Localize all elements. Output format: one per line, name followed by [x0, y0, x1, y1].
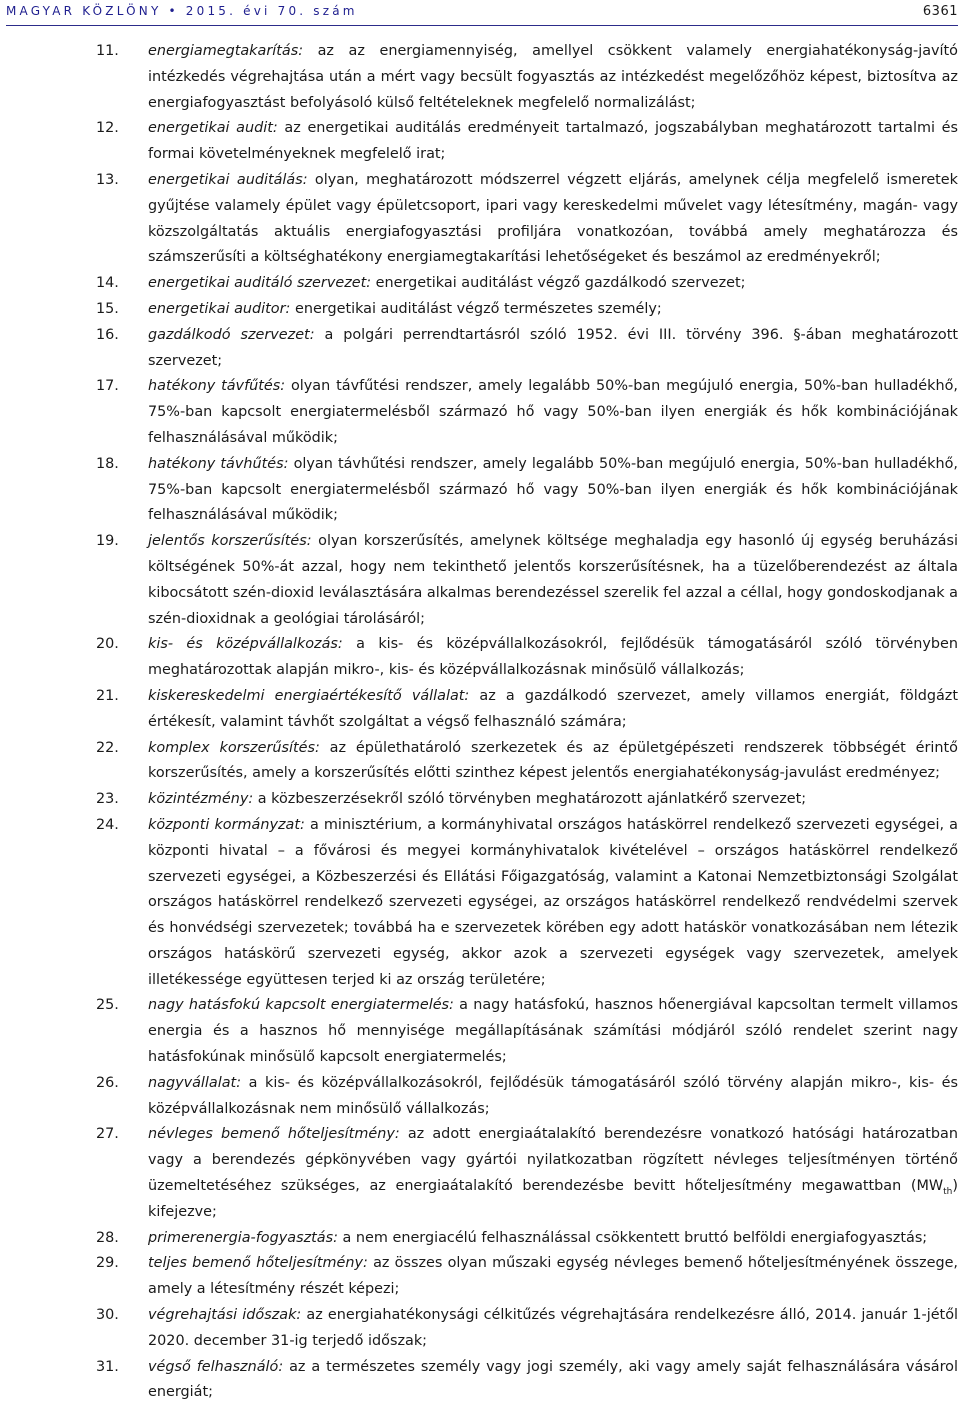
- definition-item: [96, 116, 958, 168]
- item-number: 15.: [96, 300, 119, 317]
- definition-item: [96, 1251, 958, 1303]
- item-text: [148, 813, 958, 994]
- definition-text: energetikai auditálást végző gazdálkodó szervezet;: [371, 275, 746, 292]
- item-number: 20.: [96, 636, 119, 653]
- definition-item: [96, 787, 958, 813]
- definition-text: a nem energiacélú felhasználással csökkentett bruttó belföldi energiafogyasztás;: [337, 1229, 928, 1246]
- item-number: 14.: [96, 275, 119, 292]
- item-number: 16.: [96, 326, 119, 343]
- definition-text: az energetikai auditálás eredményeit tartalmazó, jogszabályban meghatározott tartalmi és formai követelményeknek megfelelő irat;: [148, 120, 958, 163]
- definition-item: [96, 1071, 958, 1123]
- definition-text-continued: ) kifejezve;: [148, 1178, 958, 1220]
- defined-term: energetikai auditáló szervezet:: [148, 275, 372, 292]
- item-text: [148, 116, 958, 168]
- item-text: [148, 452, 958, 529]
- defined-term: központi kormányzat:: [148, 816, 305, 833]
- defined-term: komplex korszerűsítés:: [148, 739, 320, 756]
- defined-term: energiamegtakarítás:: [148, 43, 304, 59]
- definition-text: a nagy hatásfokú, hasznos hőenergiával kapcsoltan termelt villamos energia és a hasznos hő mennyisége megállapításának számítási módjáról szóló rendelet szerint nagy hatásfokúnak minősülő kapcsolt energiatermelés;: [148, 997, 958, 1066]
- definition-item: [96, 684, 958, 736]
- definition-text: az adott energiaátalakító berendezésre vonatkozó hatósági határozatban vagy a berendezés gépkönyvében vagy gyártói nyilatkozatban rögzített névleges teljesítményen történő üzemeltetéséhez szükséges, az energiaátalakító berendezésbe bevitt hőteljesítmény megawattban (MW: [148, 1126, 958, 1195]
- item-number: 26.: [96, 1074, 119, 1091]
- definition-text: a kis- és középvállalkozásokról, fejlődésük támogatásáról szóló törvény alapján mikro-, kis- és középvállalkozásnak nem minősülő vállalkozás;: [148, 1074, 958, 1117]
- definition-text: olyan távfűtési rendszer, amely legalább 50%-ban megújuló energia, 50%-ban hulladékhő, 75%-ban kapcsolt energiatermelésből származó hő vagy 50%-ban ilyen energiák és hők kombinációjának felhasználásával működik;: [148, 378, 958, 446]
- defined-term: nagyvállalat:: [148, 1074, 242, 1091]
- item-text: [148, 1251, 958, 1303]
- definition-item: [96, 1355, 958, 1406]
- definition-item: [96, 736, 958, 788]
- header-rule: [6, 25, 958, 26]
- page-number: 6361: [922, 3, 958, 19]
- defined-term: kis- és középvállalkozás:: [148, 636, 343, 653]
- definition-text: olyan távhűtési rendszer, amely legalább 50%-ban megújuló energia, 50%-ban hulladékhő, 75%-ban kapcsolt energiatermelésből származó hő vagy 50%-ban ilyen energiák és hők kombinációjának felhasználásával működik;: [148, 455, 958, 524]
- definition-item: [96, 1226, 958, 1252]
- item-number: 18.: [96, 455, 119, 472]
- definition-list: [96, 39, 958, 1406]
- definition-item: [96, 529, 958, 632]
- item-text: [148, 323, 958, 375]
- definition-item: [96, 39, 958, 116]
- defined-term: végső felhasználó:: [148, 1358, 284, 1375]
- item-text: [148, 1355, 958, 1406]
- defined-term: kiskereskedelmi energiaértékesítő vállalat:: [148, 687, 470, 704]
- item-number: 17.: [96, 378, 119, 395]
- item-text: [148, 297, 958, 323]
- definition-item: [96, 1303, 958, 1355]
- definition-text: az energiahatékonysági célkitűzés végrehajtására rendelkezésre álló, 2014. január 1-jétől 2020. december 31-ig terjedő időszak;: [148, 1307, 958, 1349]
- definition-text: az a gazdálkodó szervezet, amely villamos energiát, földgázt értékesít, valamint távhőt szolgáltat a végső felhasználó számára;: [148, 687, 958, 730]
- item-number: 30.: [96, 1307, 119, 1324]
- definition-item: [96, 297, 958, 323]
- item-text: [148, 787, 958, 813]
- item-text: [148, 632, 958, 684]
- item-number: 22.: [96, 739, 119, 756]
- item-text: [148, 736, 958, 788]
- item-number: 13.: [96, 171, 119, 188]
- defined-term: energetikai auditor:: [148, 300, 291, 317]
- item-number: 11.: [96, 43, 119, 59]
- definition-text: az összes olyan műszaki egység névleges bemenő hőteljesítményének összege, amely a létesítmény részét képezi;: [148, 1255, 959, 1298]
- definition-item: [96, 452, 958, 529]
- page-header: [6, 0, 958, 22]
- defined-term: hatékony távfűtés:: [148, 378, 286, 395]
- definition-item: [96, 1122, 958, 1225]
- defined-term: teljes bemenő hőteljesítmény:: [148, 1255, 368, 1272]
- defined-term: jelentős korszerűsítés:: [148, 533, 312, 550]
- item-text: [148, 39, 958, 116]
- defined-term: nagy hatásfokú kapcsolt energiatermelés:: [148, 997, 454, 1014]
- definition-text: az épülethatároló szerkezetek és az épületgépészeti rendszerek többségét érintő korszerűsítés, amely a korszerűsítés előtti szinthez képest jelentős energiahatékonyság-javulást eredményez;: [148, 739, 958, 782]
- definition-text: olyan, meghatározott módszerrel végzett eljárás, amelynek célja megfelelő ismeretek gyűjtése valamely épület vagy épületcsoport, ipari vagy kereskedelmi művelet vagy létesítmény, magán- vagy közszolgáltatás aktuális energiafogyasztási profiljára vonatkozóan, továbbá amely meghatározza és számszerűsíti a költséghatékony energiamegtakarítási lehetőségeket és beszámol az eredményekről;: [148, 171, 958, 266]
- item-number: 25.: [96, 997, 119, 1014]
- item-text: [148, 1071, 958, 1123]
- definition-text: az az energiamennyiség, amellyel csökkent valamely energiahatékonyság-javító intézkedés végrehajtása után a mért vagy becsült fogyasztás az intézkedést megelőzőhöz képest, biztosítva az energiafogyasztást befolyásoló külső feltételeknek megfelelő normalizálást;: [148, 43, 958, 111]
- item-text: [148, 684, 958, 736]
- definition-item: [96, 813, 958, 994]
- item-number: 23.: [96, 791, 119, 808]
- definition-text: az a természetes személy vagy jogi személy, aki vagy amely saját felhasználására vásárol energiát;: [148, 1358, 958, 1401]
- item-number: 31.: [96, 1358, 119, 1375]
- item-number: 27.: [96, 1126, 119, 1143]
- definition-text: a kis- és középvállalkozásokról, fejlődésük támogatásáról szóló törvényben meghatározottak alapján mikro-, kis- és középvállalkozásnak minősülő vállalkozás;: [148, 636, 958, 679]
- item-number: 28.: [96, 1229, 119, 1246]
- defined-term: közintézmény:: [148, 791, 254, 808]
- definition-text: a polgári perrendtartásról szóló 1952. évi III. törvény 396. §-ában meghatározott szervezet;: [148, 326, 959, 369]
- item-text: [148, 1122, 958, 1225]
- item-text: [148, 529, 958, 632]
- defined-term: energetikai audit:: [148, 120, 278, 137]
- item-text: [148, 271, 958, 297]
- definition-item: [96, 168, 958, 271]
- item-text: [148, 1226, 958, 1252]
- defined-term: névleges bemenő hőteljesítmény:: [148, 1126, 400, 1143]
- unit-subscript: th: [943, 1186, 953, 1197]
- definition-item: [96, 271, 958, 297]
- running-title: MAGYAR KÖZLÖNY • 2015. évi 70. szám: [6, 4, 358, 18]
- item-number: 21.: [96, 687, 119, 704]
- item-text: [148, 168, 958, 271]
- defined-term: gazdálkodó szervezet:: [148, 326, 315, 343]
- definition-text: energetikai auditálást végző természetes személy;: [290, 300, 662, 317]
- item-text: [148, 993, 958, 1070]
- item-number: 12.: [96, 120, 119, 137]
- item-number: 24.: [96, 816, 119, 833]
- definition-text: olyan korszerűsítés, amelynek költsége meghaladja egy hasonló új egység beruházási költségének 50%-át azzal, hogy nem tekinthető jelentős korszerűsítésnek, ha a tüzelőberendezést az általa kibocsátott szén-dioxid leválasztására alkalmas berendezéssel szerelik fel azzal a céllal, hogy gondoskodjanak a szén-dioxidnak a geológiai tárolásáról;: [148, 533, 958, 627]
- defined-term: primerenergia-fogyasztás:: [148, 1229, 338, 1246]
- item-text: [148, 374, 958, 451]
- item-number: 19.: [96, 533, 119, 550]
- definition-text: a közbeszerzésekről szóló törvényben meghatározott ajánlatkérő szervezet;: [253, 791, 807, 808]
- definition-item: [96, 323, 958, 375]
- definition-item: [96, 374, 958, 451]
- definition-item: [96, 632, 958, 684]
- defined-term: hatékony távhűtés:: [148, 455, 289, 472]
- item-number: 29.: [96, 1255, 119, 1272]
- defined-term: energetikai auditálás:: [148, 171, 308, 188]
- definition-text: a minisztérium, a kormányhivatal országos hatáskörrel rendelkező szervezeti egységei, a központi hivatal – a fővárosi és megyei kormányhivatalok kivételével – országos hatáskörrel rendelkező szervezeti egységei, a Közbeszerzési és Ellátási Főigazgatóság, valamint a Katonai Nemzetbiztonsági Szolgálat országos hatáskörrel rendelkező szervezeti egységei, az országos hatáskörrel rendelkező rendvédelmi szervek és honvédségi szervezetek; továbbá ha e szervezetek körében egy adott hatáskör vonatkozásában nem létezik országos hatáskörű szervezeti egység, akkor azok a szervezeti egységek vagy szervezetek, amelyek illetékessége együttesen terjed ki az ország területére;: [148, 816, 959, 988]
- defined-term: végrehajtási időszak:: [148, 1307, 302, 1324]
- definition-item: [96, 993, 958, 1070]
- item-text: [148, 1303, 958, 1355]
